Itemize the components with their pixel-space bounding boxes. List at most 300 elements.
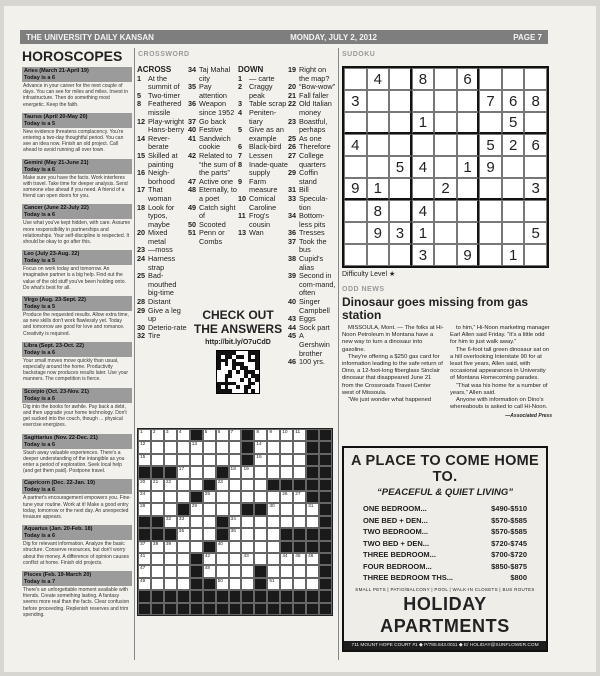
sudoku-cell[interactable]	[479, 112, 502, 134]
sudoku-cell[interactable]: 9	[344, 178, 367, 200]
sudoku-cell[interactable]: 9	[367, 222, 390, 244]
sudoku-cell[interactable]	[502, 68, 525, 90]
sudoku-cell[interactable]	[524, 244, 547, 266]
crossword-cell[interactable]	[267, 503, 280, 515]
ad-features: SMALL PETS | PATIO/BALCONY | POOL | WALK-IN CLOSETS | BUS ROUTES	[355, 586, 535, 592]
crossword-cell[interactable]	[138, 578, 151, 590]
sudoku-cell[interactable]	[479, 68, 502, 90]
sudoku-cell[interactable]	[524, 68, 547, 90]
crossword-cell[interactable]	[241, 565, 254, 577]
crossword-cell[interactable]	[190, 528, 203, 540]
cell-number: 51	[269, 578, 275, 584]
crossword-cell[interactable]	[254, 454, 267, 466]
crossword-cell[interactable]	[216, 479, 229, 491]
sudoku-cell[interactable]	[389, 200, 412, 222]
crossword-cell[interactable]	[293, 565, 306, 577]
crossword-cell[interactable]	[177, 565, 190, 577]
crossword-cell[interactable]	[216, 541, 229, 553]
horoscope-entry	[22, 571, 132, 619]
crossword-cell[interactable]	[229, 503, 242, 515]
clue-number: 16	[137, 168, 146, 178]
clue-number: 46	[288, 357, 297, 367]
sudoku-cell[interactable]	[434, 200, 457, 222]
crossword-cell[interactable]	[138, 479, 151, 491]
crossword-cell[interactable]	[203, 466, 216, 478]
crossword-cell[interactable]	[267, 454, 280, 466]
crossword-black-cell	[306, 603, 319, 615]
clue-text: Farm measure	[249, 176, 278, 195]
clue-text: Black-bird	[249, 142, 282, 152]
clue	[288, 100, 336, 117]
crossword-cell[interactable]	[164, 491, 177, 503]
crossword-cell[interactable]	[293, 441, 306, 453]
crossword-cell[interactable]	[306, 553, 319, 565]
crossword-cell[interactable]	[151, 441, 164, 453]
sudoku-cell[interactable]: 9	[457, 244, 480, 266]
sudoku-cell[interactable]	[457, 222, 480, 244]
unit-price: $800	[510, 573, 527, 582]
sign-name: Pisces (Feb. 19-March 20)	[22, 571, 132, 579]
crossword-cell[interactable]	[203, 565, 216, 577]
crossword-black-cell	[319, 441, 332, 453]
crossword-cell[interactable]	[229, 479, 242, 491]
crossword-cell[interactable]	[254, 441, 267, 453]
crossword-cell[interactable]	[177, 553, 190, 565]
crossword-cell[interactable]	[151, 578, 164, 590]
crossword-cell[interactable]	[280, 553, 293, 565]
clue-text: Neigh-borhood	[148, 168, 175, 186]
sudoku-cell[interactable]: 2	[502, 134, 525, 156]
crossword-black-cell	[229, 590, 242, 602]
crossword-cell[interactable]	[203, 528, 216, 540]
crossword-cell[interactable]	[203, 516, 216, 528]
crossword-cell[interactable]	[164, 541, 177, 553]
crossword-cell[interactable]	[177, 441, 190, 453]
sudoku-cell[interactable]: 3	[389, 222, 412, 244]
sudoku-cell[interactable]	[389, 244, 412, 266]
cell-number: 40	[217, 541, 223, 547]
sudoku-cell[interactable]	[412, 178, 435, 200]
crossword-cell[interactable]	[306, 516, 319, 528]
crossword-cell[interactable]	[267, 553, 280, 565]
sudoku-cell[interactable]: 6	[502, 90, 525, 112]
crossword-cell[interactable]	[177, 578, 190, 590]
sudoku-cell[interactable]	[457, 178, 480, 200]
sudoku-cell[interactable]: 5	[479, 134, 502, 156]
sudoku-cell[interactable]	[434, 90, 457, 112]
clue	[188, 83, 238, 100]
crossword-cell[interactable]	[229, 578, 242, 590]
clue-text: Mixed metal	[148, 228, 168, 246]
crossword-cell[interactable]	[190, 441, 203, 453]
crossword-cell[interactable]	[229, 466, 242, 478]
crossword-black-cell	[138, 466, 151, 478]
crossword-cell[interactable]	[293, 454, 306, 466]
cell-number: 45	[295, 553, 301, 559]
sudoku-cell[interactable]: 4	[367, 68, 390, 90]
crossword-cell[interactable]	[229, 429, 242, 441]
sudoku-cell[interactable]: 1	[502, 244, 525, 266]
crossword-black-cell	[293, 541, 306, 553]
unit-type: THREE BEDROOM...	[363, 550, 436, 559]
crossword-cell[interactable]	[293, 491, 306, 503]
cell-number: 23	[217, 479, 223, 485]
crossword-cell[interactable]	[306, 578, 319, 590]
sudoku-cell[interactable]: 1	[412, 222, 435, 244]
crossword-cell[interactable]	[267, 528, 280, 540]
sudoku-cell[interactable]	[502, 156, 525, 178]
crossword-cell[interactable]	[151, 454, 164, 466]
sign-rating: Today is a 5	[22, 304, 132, 311]
sudoku-cell[interactable]: 2	[434, 178, 457, 200]
crossword-cell[interactable]	[138, 553, 151, 565]
crossword-cell[interactable]	[203, 441, 216, 453]
clue	[137, 229, 187, 246]
clue-number: 34	[188, 65, 197, 74]
clue	[288, 255, 336, 272]
crossword-cell[interactable]	[280, 578, 293, 590]
sudoku-cell[interactable]: 5	[502, 112, 525, 134]
crossword-cell[interactable]	[164, 441, 177, 453]
crossword-cell[interactable]	[241, 541, 254, 553]
crossword-black-cell	[203, 603, 216, 615]
sudoku-cell[interactable]: 1	[412, 112, 435, 134]
crossword-cell[interactable]	[293, 503, 306, 515]
crossword-cell[interactable]	[190, 454, 203, 466]
crossword-cell[interactable]	[254, 466, 267, 478]
crossword-black-cell	[151, 603, 164, 615]
crossword-black-cell	[280, 541, 293, 553]
crossword-cell[interactable]	[254, 479, 267, 491]
crossword-cell[interactable]	[216, 441, 229, 453]
crossword-cell[interactable]	[267, 565, 280, 577]
crossword-black-cell	[293, 479, 306, 491]
sudoku-cell[interactable]	[524, 112, 547, 134]
crossword-cell[interactable]	[138, 503, 151, 515]
sudoku-cell[interactable]: 5	[389, 156, 412, 178]
crossword-cell[interactable]	[177, 466, 190, 478]
sudoku-cell[interactable]	[367, 134, 390, 156]
crossword-cell[interactable]	[190, 541, 203, 553]
sudoku-cell[interactable]	[389, 178, 412, 200]
sudoku-cell[interactable]: 8	[412, 68, 435, 90]
sudoku-cell[interactable]	[367, 244, 390, 266]
sudoku-cell[interactable]	[479, 222, 502, 244]
crossword-cell[interactable]	[177, 516, 190, 528]
crossword-cell[interactable]	[151, 479, 164, 491]
crossword-cell[interactable]	[151, 429, 164, 441]
crossword-cell[interactable]	[177, 541, 190, 553]
crossword-cell[interactable]	[164, 503, 177, 515]
qr-code[interactable]	[216, 350, 260, 394]
sudoku-cell[interactable]	[524, 200, 547, 222]
crossword-cell[interactable]	[293, 466, 306, 478]
cell-number: 37	[140, 541, 146, 547]
sudoku-label: SUDOKU	[342, 51, 376, 58]
unit-type: ONE BED + DEN...	[363, 515, 428, 525]
sudoku-cell[interactable]	[367, 112, 390, 134]
crossword-cell[interactable]	[216, 503, 229, 515]
clue-text: Deterio-rate	[148, 322, 187, 332]
cell-number: 49	[140, 578, 146, 584]
sudoku-cell[interactable]	[412, 90, 435, 112]
crossword-cell[interactable]	[293, 553, 306, 565]
clue-text: Two-timer	[148, 90, 181, 100]
crossword-cell[interactable]	[254, 528, 267, 540]
crossword-cell[interactable]	[280, 466, 293, 478]
crossword-cell[interactable]	[190, 479, 203, 491]
crossword-cell[interactable]	[164, 454, 177, 466]
sudoku-cell[interactable]: 8	[524, 90, 547, 112]
crossword-cell[interactable]	[164, 565, 177, 577]
crossword-cell[interactable]	[280, 503, 293, 515]
clue-text: Festive	[199, 125, 223, 135]
sudoku-cell[interactable]: 4	[344, 134, 367, 156]
crossword-cell[interactable]	[177, 528, 190, 540]
clue-number: 29	[137, 305, 146, 315]
clue-number: 13	[238, 228, 247, 238]
sudoku-cell[interactable]	[367, 90, 390, 112]
crossword-cell[interactable]	[229, 454, 242, 466]
clue-text: Bottom-less pits	[299, 211, 326, 229]
sudoku-cell[interactable]: 6	[524, 134, 547, 156]
crossword-cell[interactable]	[203, 429, 216, 441]
cell-number: 11	[295, 430, 301, 435]
crossword-cell[interactable]	[164, 429, 177, 441]
crossword-cell[interactable]	[293, 429, 306, 441]
sudoku-cell[interactable]: 9	[479, 156, 502, 178]
crossword-cell[interactable]	[280, 441, 293, 453]
crossword-cell[interactable]	[280, 429, 293, 441]
crossword-cell[interactable]	[229, 516, 242, 528]
crossword-cell[interactable]	[229, 541, 242, 553]
sign-name: Sagittarius (Nov. 22-Dec. 21)	[22, 434, 132, 442]
clue-number: 27	[288, 150, 297, 160]
ad-name-1: HOLIDAY	[403, 593, 487, 614]
crossword-cell[interactable]	[306, 503, 319, 515]
promo-url[interactable]: http://bit.ly/O7uCdD	[205, 339, 271, 346]
crossword-cell[interactable]	[190, 516, 203, 528]
ad-title: A PLACE TO COME HOME TO.	[350, 453, 540, 485]
crossword-cell[interactable]	[151, 541, 164, 553]
crossword-cell[interactable]	[164, 578, 177, 590]
crossword-cell[interactable]	[177, 429, 190, 441]
crossword-cell[interactable]	[241, 466, 254, 478]
crossword-cell[interactable]	[138, 491, 151, 503]
clue-number: 25	[288, 133, 297, 143]
sudoku-cell[interactable]	[479, 178, 502, 200]
crossword-cell[interactable]	[216, 578, 229, 590]
crossword-cell[interactable]	[293, 516, 306, 528]
sudoku-cell[interactable]	[367, 156, 390, 178]
crossword-cell[interactable]	[241, 578, 254, 590]
clue-text: Table scrap	[249, 99, 287, 109]
crossword-cell[interactable]	[177, 491, 190, 503]
crossword-cell[interactable]	[254, 541, 267, 553]
crossword-black-cell	[254, 603, 267, 615]
sudoku-cell[interactable]	[457, 112, 480, 134]
sudoku-cell[interactable]	[434, 134, 457, 156]
crossword-cell[interactable]	[241, 528, 254, 540]
crossword-black-cell	[164, 603, 177, 615]
crossword-cell[interactable]	[164, 479, 177, 491]
crossword-cell[interactable]	[164, 516, 177, 528]
crossword-cell[interactable]	[177, 479, 190, 491]
sudoku-cell[interactable]: 3	[344, 90, 367, 112]
crossword-cell[interactable]	[267, 441, 280, 453]
crossword-cell[interactable]	[280, 491, 293, 503]
sudoku-cell[interactable]	[479, 200, 502, 222]
crossword-cell[interactable]	[151, 491, 164, 503]
crossword-cell[interactable]	[241, 553, 254, 565]
crossword-cell[interactable]	[241, 491, 254, 503]
crossword-cell[interactable]	[306, 565, 319, 577]
cell-number: 25	[204, 491, 210, 497]
crossword-cell[interactable]	[190, 503, 203, 515]
crossword-cell[interactable]	[267, 466, 280, 478]
crossword-cell[interactable]	[216, 553, 229, 565]
sudoku-cell[interactable]	[524, 156, 547, 178]
story-paragraph: They're offering a $250 gas card for information leading to the safe return of Dino, a 12-foot-long fiberglass Sinclair dinosaur that disappeared June 21 from the Crossroads Travel Center west of Missoula.	[342, 353, 443, 396]
clue-number: 48	[188, 185, 197, 195]
sudoku-cell[interactable]: 3	[524, 178, 547, 200]
crossword-cell[interactable]	[267, 516, 280, 528]
crossword-cell[interactable]	[138, 441, 151, 453]
sudoku-cell[interactable]: 3	[412, 244, 435, 266]
sudoku-cell[interactable]: 4	[412, 156, 435, 178]
sudoku-cell[interactable]	[434, 156, 457, 178]
crossword-cell[interactable]	[229, 528, 242, 540]
sudoku-cell[interactable]	[389, 90, 412, 112]
horoscope-entry	[22, 342, 132, 384]
crossword-cell[interactable]	[138, 565, 151, 577]
crossword-cell[interactable]	[164, 553, 177, 565]
crossword-cell[interactable]	[203, 491, 216, 503]
sudoku-cell[interactable]	[434, 68, 457, 90]
crossword-cell[interactable]	[138, 541, 151, 553]
sudoku-cell[interactable]	[412, 134, 435, 156]
sudoku-cell[interactable]	[434, 222, 457, 244]
crossword-cell[interactable]	[138, 429, 151, 441]
clue-text: Weapon since 1952	[199, 99, 235, 117]
sudoku-cell[interactable]	[389, 68, 412, 90]
clue-text: College quarters	[299, 150, 326, 169]
sign-rating: Today is a 6	[22, 167, 132, 174]
sudoku-cell[interactable]	[457, 200, 480, 222]
crossword-cell[interactable]	[216, 429, 229, 441]
sudoku-cell[interactable]	[457, 134, 480, 156]
sudoku-cell[interactable]	[344, 112, 367, 134]
sudoku-cell[interactable]	[344, 200, 367, 222]
crossword-cell[interactable]	[229, 441, 242, 453]
crossword-cell[interactable]	[229, 553, 242, 565]
crossword-cell[interactable]	[280, 454, 293, 466]
sudoku-cell[interactable]	[389, 112, 412, 134]
sudoku-cell[interactable]: 7	[479, 90, 502, 112]
clue-text: Rever-berate	[148, 133, 170, 152]
crossword-cell[interactable]	[177, 454, 190, 466]
clue-text: 100 yrs.	[299, 357, 325, 367]
sudoku-cell[interactable]	[344, 222, 367, 244]
crossword-cell[interactable]	[216, 454, 229, 466]
sudoku-cell[interactable]: 4	[412, 200, 435, 222]
sudoku-cell[interactable]	[344, 156, 367, 178]
crossword-cell[interactable]	[267, 578, 280, 590]
sudoku-cell[interactable]	[434, 244, 457, 266]
crossword-black-cell	[306, 466, 319, 478]
crossword-cell[interactable]	[151, 503, 164, 515]
cell-number: 30	[269, 504, 275, 510]
crossword-cell[interactable]	[254, 516, 267, 528]
sudoku-cell[interactable]: 6	[457, 68, 480, 90]
sudoku-cell[interactable]: 1	[367, 178, 390, 200]
crossword-cell[interactable]	[267, 429, 280, 441]
crossword-cell[interactable]	[229, 491, 242, 503]
sudoku-cell[interactable]: 8	[367, 200, 390, 222]
clue-number: 40	[188, 125, 197, 135]
sudoku-cell[interactable]	[502, 200, 525, 222]
crossword-black-cell	[319, 516, 332, 528]
crossword-cell[interactable]	[280, 565, 293, 577]
across-clues-a	[137, 66, 187, 341]
crossword-cell[interactable]	[254, 491, 267, 503]
crossword-cell[interactable]	[293, 578, 306, 590]
crossword-cell[interactable]	[190, 466, 203, 478]
crossword-cell[interactable]	[151, 565, 164, 577]
price-row	[347, 503, 543, 515]
cell-number: 2	[152, 430, 156, 435]
crossword-cell[interactable]	[254, 429, 267, 441]
clue-text: That woman	[148, 185, 172, 203]
crossword-cell[interactable]	[216, 491, 229, 503]
crossword-cell[interactable]	[203, 553, 216, 565]
clue	[238, 212, 288, 229]
sudoku-cell[interactable]	[479, 244, 502, 266]
crossword-cell[interactable]	[267, 491, 280, 503]
sudoku-cell[interactable]	[344, 244, 367, 266]
story-column-1	[342, 325, 444, 411]
cell-number: 27	[295, 491, 301, 497]
crossword-cell[interactable]	[241, 516, 254, 528]
unit-price: $490-$510	[491, 504, 527, 513]
sudoku-cell[interactable]	[457, 90, 480, 112]
sudoku-cell[interactable]	[434, 112, 457, 134]
crossword-cell[interactable]	[203, 454, 216, 466]
clue-number: 44	[288, 322, 297, 332]
sudoku-cell[interactable]	[389, 134, 412, 156]
crossword-black-cell	[241, 503, 254, 515]
crossword-cell[interactable]	[138, 454, 151, 466]
crossword-cell[interactable]	[280, 516, 293, 528]
crossword-cell[interactable]	[254, 553, 267, 565]
crossword-cell[interactable]	[241, 479, 254, 491]
sudoku-cell[interactable]	[344, 68, 367, 90]
clue-number: 8	[137, 99, 142, 109]
sudoku-cell[interactable]	[502, 222, 525, 244]
crossword-cell[interactable]	[203, 503, 216, 515]
crossword-cell[interactable]	[216, 565, 229, 577]
clue-text: Tire	[148, 331, 161, 341]
sudoku-cell[interactable]: 1	[457, 156, 480, 178]
crossword-black-cell	[319, 503, 332, 515]
horoscopes-title: HOROSCOPES	[22, 48, 123, 64]
sudoku-cell[interactable]: 5	[524, 222, 547, 244]
sudoku-cell[interactable]	[502, 178, 525, 200]
crossword-cell[interactable]	[267, 541, 280, 553]
crossword-cell[interactable]	[229, 565, 242, 577]
clue-text: Peniten-tiary	[249, 107, 277, 126]
crossword-cell[interactable]	[151, 553, 164, 565]
